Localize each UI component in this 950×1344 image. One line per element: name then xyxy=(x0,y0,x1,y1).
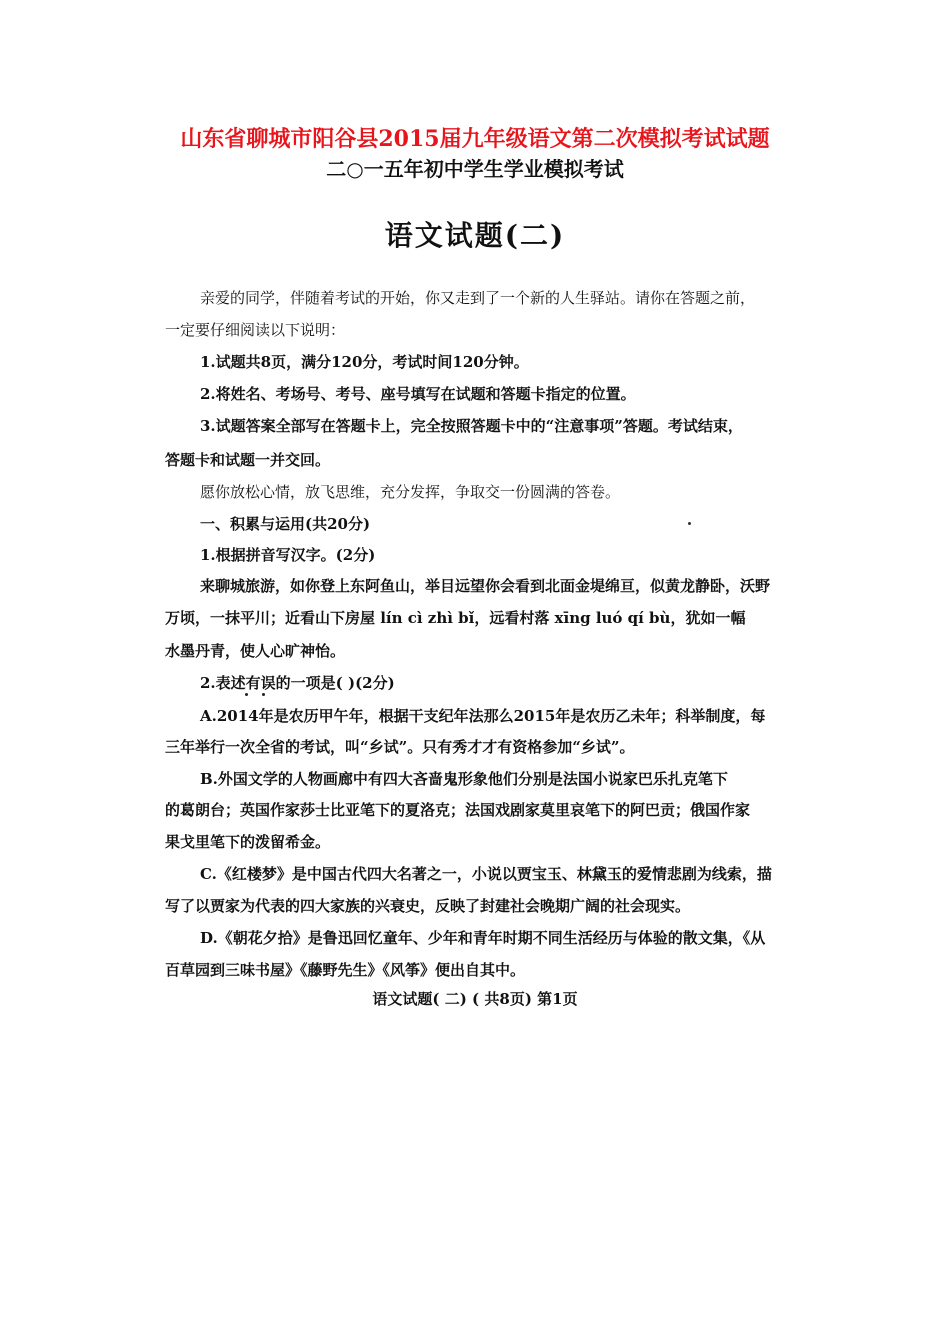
wish-line: 愿你放松心情，放飞思维，充分发挥，争取交一份圆满的答卷。 xyxy=(200,483,621,501)
question-1-title: 1.根据拼音写汉字。(2分) xyxy=(200,546,376,564)
option-d-line-2: 百草园到三味书屋》《藤野先生》《风筝》便出自其中。 xyxy=(165,961,526,979)
option-c-line-2: 写了以贾家为代表的四大家族的兴衰史，反映了封建社会晚期广阔的社会现实。 xyxy=(165,897,691,915)
option-b-line-1: B.外国文学的人物画廊中有四大吝啬鬼形象他们分别是法国小说家巴乐扎克笔下 xyxy=(200,770,728,788)
exam-main-title: 语文试题(二) xyxy=(384,219,566,252)
section-1-heading: 一、积累与运用(共20分) xyxy=(200,515,371,533)
question-1-line-3: 水墨丹青，使人心旷神怡。 xyxy=(165,642,346,660)
option-d-line-1: D.《朝花夕拾》是鲁迅回忆童年、少年和青年时期不同生活经历与体验的散文集，《从 xyxy=(200,929,766,947)
intro-line-1: 亲爱的同学，伴随着考试的开始，你又走到了一个新的人生驿站。请你在答题之前， xyxy=(200,289,756,307)
emphasis-dot xyxy=(245,693,248,696)
exam-subtitle: 二○一五年初中学生学业模拟考试 xyxy=(326,157,624,181)
option-a-line-1: A.2014年是农历甲午年，根据干支纪年法那么2015年是农历乙未年；科举制度，每 xyxy=(200,707,766,725)
intro-line-2: 一定要仔细阅读以下说明： xyxy=(165,321,346,339)
option-c-line-1: C.《红楼梦》是中国古代四大名著之一，小说以贾宝玉、林黛玉的爱情悲剧为线索，描 xyxy=(200,865,772,883)
option-a-line-2: 三年举行一次全省的考试，叫“乡试”。只有秀才才有资格参加“乡试”。 xyxy=(165,738,635,756)
question-2-title: 2.表述有误的一项是( )(2分) xyxy=(200,674,395,692)
option-b-line-3: 果戈里笔下的泼留希金。 xyxy=(165,833,331,851)
question-1-line-2: 万顷，一抹平川；近看山下房屋 lín cì zhì bǐ，远看村落 xīng luó qí bù，犹如一幅 xyxy=(165,609,746,627)
question-1-line-1: 来聊城旅游，如你登上东阿鱼山，举目远望你会看到北面金堤绵亘，似黄龙静卧，沃野 xyxy=(200,577,771,595)
instruction-item-3-cont: 答题卡和试题一并交回。 xyxy=(165,451,331,469)
instruction-item-1: 1.试题共8页，满分120分，考试时间120分钟。 xyxy=(200,353,529,371)
document-source-title: 山东省聊城市阳谷县2015届九年级语文第二次模拟考试试题 xyxy=(180,126,770,152)
instruction-item-2: 2.将姓名、考场号、考号、座号填写在试题和答题卡指定的位置。 xyxy=(200,385,636,403)
scan-speck xyxy=(688,522,691,525)
page-footer: 语文试题( 二) ( 共8页) 第1页 xyxy=(372,990,578,1008)
instruction-item-3: 3.试题答案全部写在答题卡上，完全按照答题卡中的“注意事项”答题。考试结束， xyxy=(200,417,743,435)
option-b-line-2: 的葛朗台；英国作家莎士比亚笔下的夏洛克；法国戏剧家莫里哀笔下的阿巴贡；俄国作家 xyxy=(165,801,751,819)
emphasis-dot xyxy=(262,693,265,696)
